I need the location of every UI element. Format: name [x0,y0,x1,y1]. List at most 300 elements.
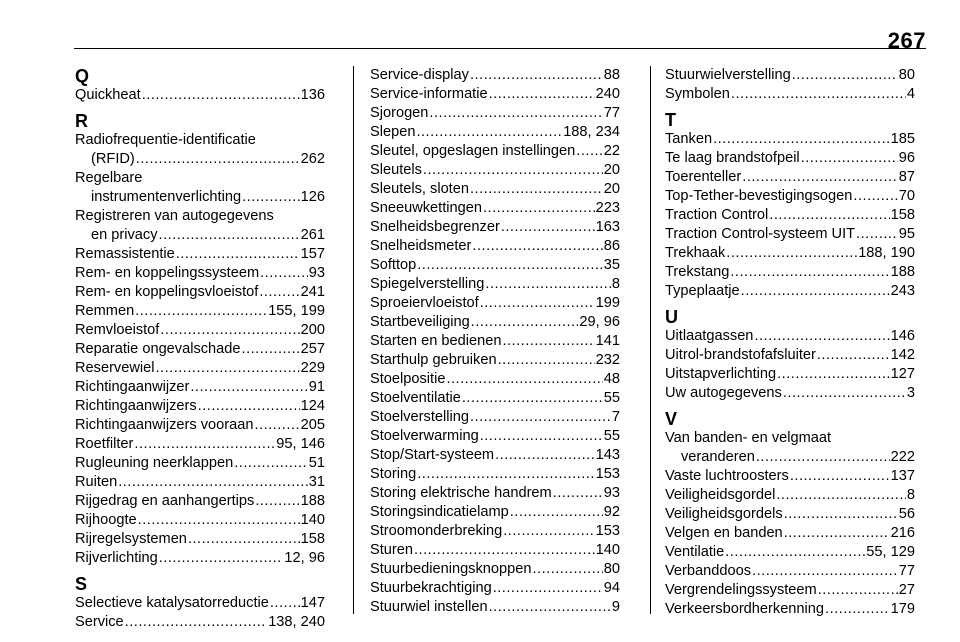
index-entry-term: Sleutel, opgeslagen instellingen [370,143,576,159]
dot-leader [776,486,906,505]
index-column-3 [665,66,915,619]
index-entry [75,549,325,568]
index-entry [665,282,915,301]
index-entry [370,370,620,389]
dot-leader [160,321,299,340]
index-entry-line [370,161,620,180]
index-entry [665,600,915,619]
index-entry [370,313,620,332]
index-entry-term: Van banden- en velgmaat [665,430,832,446]
index-entry-line [370,598,620,617]
index-entry-page: 55 [603,428,620,444]
index-letter-heading: T [665,110,676,130]
dot-leader [784,524,890,543]
index-entry-term: Reparatie ongevalschade [75,341,241,357]
index-entry-line [370,465,620,484]
index-entry-term: Service [75,614,124,630]
index-entry [665,346,915,365]
index-entry-term: Selectieve katalysatorreductie [75,595,269,611]
column-divider [353,66,354,614]
dot-leader [259,283,299,302]
dot-leader [470,408,611,427]
index-entry-term: Ventilatie [665,544,725,560]
index-entry-term: Rijverlichting [75,550,158,566]
index-entry-page: 179 [890,601,915,617]
index-entry [665,581,915,600]
index-entry [370,332,620,351]
index-entry-term: Rugleuning neerklappen [75,455,234,471]
index-entry-term: Regelbare [75,170,143,186]
dot-leader [446,370,602,389]
index-entry-line [665,562,915,581]
index-entry-page: 216 [890,525,915,541]
index-entry-term: Symbolen [665,86,730,102]
dot-leader [783,384,906,403]
index-entry-line [665,581,915,600]
index-entry [370,180,620,199]
index-entry [665,327,915,346]
index-entry-page: 56 [898,506,915,522]
index-entry-page: 4 [906,86,915,102]
index-entry-term: Reservewiel [75,360,155,376]
index-entry-line [665,282,915,301]
index-entry-subterm: en privacy [91,227,158,243]
index-entry-line [665,346,915,365]
index-entry-term: Richtingaanwijzer [75,379,190,395]
index-entry-page: 157 [300,246,325,262]
dot-leader [856,225,898,244]
index-entry [75,86,325,105]
dot-leader [801,149,898,168]
index-entry-line [665,244,915,263]
index-entry [370,446,620,465]
index-entry [75,454,325,473]
index-entry-term: Stuurwielverstelling [665,67,791,83]
index-entry-term: Service-informatie [370,86,488,102]
index-entry-line [665,187,915,206]
index-entry-line [75,416,325,435]
index-entry [370,142,620,161]
index-entry-term: Radiofrequentie-identificatie [75,132,256,148]
column-divider [650,66,651,614]
dot-leader [483,199,595,218]
dot-leader [784,505,898,524]
index-entry-term: Stoelverstelling [370,409,469,425]
index-entry-line [370,104,620,123]
index-entry [370,199,620,218]
index-entry-page: 205 [300,417,325,433]
index-entry-term: Vergrendelingssysteem [665,582,817,598]
index-entry-page: 29, 96 [579,314,620,330]
index-entry [665,263,915,282]
index-entry-line [370,370,620,389]
index-entry-line [370,427,620,446]
index-entry-term: Stoelverwarming [370,428,479,444]
dot-leader [138,511,300,530]
index-entry-term: Registreren van autogegevens [75,208,274,224]
index-entry-term: Top-Tether-bevestigingsogen [665,188,853,204]
dot-leader [472,237,602,256]
index-entry-term: Vaste luchtroosters [665,468,789,484]
dot-leader [498,351,595,370]
index-entry-line [75,594,325,613]
index-entry-line [370,313,620,332]
index-entry [75,594,325,613]
index-entry [75,473,325,492]
index-entry-page: 80 [603,561,620,577]
index-entry-page: 9 [611,599,620,615]
dot-leader [234,454,308,473]
index-entry-page: 93 [603,485,620,501]
index-entry-line [370,66,620,85]
index-entry-term: Uw autogegevens [665,385,782,401]
index-entry [370,66,620,85]
index-entry [75,613,325,632]
index-entry [370,465,620,484]
index-entry-term: Sturen [370,542,413,558]
dot-leader [155,359,299,378]
index-entry [370,484,620,503]
index-entry-term: Trekhaak [665,245,726,261]
dot-leader [495,446,595,465]
index-entry-line [75,86,325,105]
index-entry-line [665,365,915,384]
index-entry-page: 243 [890,283,915,299]
index-entry [75,169,325,207]
index-entry [370,161,620,180]
dot-leader [510,503,603,522]
index-entry [665,429,915,467]
index-entry-page: 124 [300,398,325,414]
index-entry-line [370,522,620,541]
index-entry-line [75,511,325,530]
index-entry-page: 241 [300,284,325,300]
index-entry [75,530,325,549]
index-entry [665,187,915,206]
index-entry-line [665,505,915,524]
index-entry-line [370,218,620,237]
index-entry-line [75,340,325,359]
index-entry [370,598,620,617]
index-entry-page: 155, 199 [268,303,325,319]
index-entry [75,511,325,530]
index-entry-term: Rijgedrag en aanhangertips [75,493,255,509]
dot-leader [553,484,603,503]
index-entry-term: Service-display [370,67,469,83]
index-entry-page: 185 [890,131,915,147]
index-entry-page: 77 [898,563,915,579]
dot-leader [741,282,890,301]
index-entry-term: Remassistentie [75,246,175,262]
index-entry-term: Roetfilter [75,436,134,452]
index-entry-term: Uitlaatgassen [665,328,754,344]
dot-leader [576,142,602,161]
index-entry-term: Softtop [370,257,417,273]
index-entry-line [665,149,915,168]
index-entry-page: 188 [300,493,325,509]
index-entry-line [75,321,325,340]
index-entry-term: Veiligheidsgordels [665,506,783,522]
index-entry-page: 20 [603,162,620,178]
index-entry-line [370,180,620,199]
dot-leader [270,594,300,613]
index-column-2 [370,66,620,617]
index-entry-term: Sleutels [370,162,422,178]
index-letter-heading: Q [75,66,90,86]
index-entry [370,123,620,142]
index-entry-page: 27 [898,582,915,598]
index-entry [370,218,620,237]
index-entry-line [370,579,620,598]
index-entry-page: 22 [603,143,620,159]
index-entry-term: Traction Control-systeem UIT [665,226,856,242]
index-entry-term: Startbeveiliging [370,314,470,330]
index-entry-term: Rijregelsystemen [75,531,187,547]
index-entry-page: 126 [300,189,325,205]
index-entry-page: 70 [898,188,915,204]
dot-leader [118,473,308,492]
index-entry [370,389,620,408]
index-entry-term: Starten en bedienen [370,333,502,349]
index-entry [665,85,915,104]
index-entry [665,543,915,562]
index-entry-page: 127 [890,366,915,382]
index-entry-page: 222 [890,449,915,465]
index-entry-term: Traction Control [665,207,769,223]
dot-leader [792,66,898,85]
index-entry-page: 142 [890,347,915,363]
index-entry [75,264,325,283]
index-entry-line [75,530,325,549]
index-entry [75,321,325,340]
index-entry-page: 136 [300,87,325,103]
header-rule [74,48,926,49]
index-entry-term: Rem- en koppelingssysteem [75,265,260,281]
index-entry-line [75,397,325,416]
dot-leader [480,427,603,446]
index-entry-line [75,302,325,321]
index-entry-term: Te laag brandstofpeil [665,150,800,166]
index-entry [75,397,325,416]
index-entry-page: 3 [906,385,915,401]
index-entry-line [75,492,325,511]
index-entry-page: 8 [906,487,915,503]
index-entry [75,283,325,302]
dot-leader [713,130,890,149]
index-entry-term: Stroomonderbreking [370,523,503,539]
dot-leader [242,340,300,359]
index-entry-page: 158 [890,207,915,223]
index-entry-line [75,613,325,632]
index-entry-term: Sleutels, sloten [370,181,469,197]
index-entry [75,302,325,321]
index-entry-page: 200 [300,322,325,338]
index-entry-page: 137 [890,468,915,484]
index-entry [370,256,620,275]
index-entry-page: 86 [603,238,620,254]
dot-leader [726,244,857,263]
index-entry-page: 80 [898,67,915,83]
index-entry [370,427,620,446]
dot-leader [777,365,890,384]
index-entry-page: 93 [308,265,325,281]
index-entry-line [665,327,915,346]
index-entry-term: Sneeuwkettingen [370,200,482,216]
index-entry-line [370,275,620,294]
index-entry-line [665,543,915,562]
index-entry-term: Uitrol-brandstofafsluiter [665,347,816,363]
index-entry-term: Ruiten [75,474,118,490]
index-entry-term: Veiligheidsgordel [665,487,776,503]
index-entry-line [75,435,325,454]
index-entry-line [75,226,325,245]
index-entry-term: Remvloeistof [75,322,160,338]
index-entry [75,378,325,397]
dot-leader [417,465,594,484]
index-entry [665,365,915,384]
index-entry [665,66,915,85]
index-entry [665,467,915,486]
dot-leader [159,226,300,245]
index-entry-line [370,332,620,351]
index-entry [370,579,620,598]
dot-leader [188,530,300,549]
index-entry-line [370,484,620,503]
index-entry-term: Stoelpositie [370,371,446,387]
index-entry [75,359,325,378]
dot-leader [742,168,898,187]
index-entry-page: 262 [300,151,325,167]
dot-leader [470,66,603,85]
dot-leader [254,416,299,435]
dot-leader [501,218,595,237]
index-entry-line [665,263,915,282]
index-entry-line [370,294,620,313]
index-entry-page: 163 [595,219,620,235]
index-entry-page: 35 [603,257,620,273]
index-entry-line [665,524,915,543]
index-entry [665,149,915,168]
index-entry-line [75,245,325,264]
index-entry-page: 240 [595,86,620,102]
dot-leader [790,467,890,486]
index-entry-term: Quickheat [75,87,141,103]
index-entry [370,503,620,522]
index-entry-term: Snelheidsmeter [370,238,472,254]
index-entry [665,206,915,225]
dot-leader [462,389,603,408]
dot-leader [125,613,268,632]
index-entry-term: Velgen en banden [665,525,783,541]
dot-leader [503,522,594,541]
index-entry-term: Verkeersbordherkenning [665,601,825,617]
index-entry [370,237,620,256]
index-entry-term: Storingsindicatielamp [370,504,509,520]
index-entry [665,225,915,244]
index-entry-line [370,408,620,427]
dot-leader [485,275,610,294]
index-letter-heading: R [75,111,88,131]
index-entry-term: Stuurbekrachtiging [370,580,492,596]
dot-leader [853,187,897,206]
index-entry [665,168,915,187]
index-entry-page: 141 [595,333,620,349]
index-entry-line [665,486,915,505]
index-entry-line [75,188,325,207]
index-entry-line [665,66,915,85]
index-entry-page: 48 [603,371,620,387]
index-entry-line [665,168,915,187]
dot-leader [136,150,300,169]
index-entry [75,207,325,245]
index-entry-page: 92 [603,504,620,520]
index-entry-page: 91 [308,379,325,395]
index-entry-page: 77 [603,105,620,121]
index-entry-line [370,351,620,370]
index-entry-line [665,600,915,619]
index-entry-page: 31 [308,474,325,490]
index-letter-heading: U [665,307,678,327]
index-entry-line [665,225,915,244]
index-entry-line [665,85,915,104]
dot-leader [752,562,898,581]
index-entry [665,244,915,263]
dot-leader [725,543,865,562]
index-entry-term: Verbanddoos [665,563,752,579]
dot-leader [489,598,611,617]
index-entry [370,541,620,560]
index-entry [75,131,325,169]
index-entry-page: 8 [611,276,620,292]
dot-leader [135,302,267,321]
dot-leader [255,492,299,511]
index-column-1 [75,66,325,632]
index-entry-line [665,384,915,403]
dot-leader [416,123,562,142]
index-entry-line [665,206,915,225]
index-entry-page: 188, 234 [563,124,620,140]
index-entry-term: Snelheidsbegrenzer [370,219,500,235]
index-entry-line [75,378,325,397]
page-number: 267 [887,28,926,53]
index-entry [75,245,325,264]
index-entry-line [665,130,915,149]
index-entry-line [75,473,325,492]
index-entry [370,275,620,294]
index-entry-term: Sjorogen [370,105,429,121]
index-entry-page: 12, 96 [284,550,325,566]
index-entry-page: 55, 129 [866,544,915,560]
index-entry [370,104,620,123]
index-entry [665,384,915,403]
dot-leader [754,327,889,346]
index-entry-page: 158 [300,531,325,547]
index-entry-term: Spiegelverstelling [370,276,485,292]
index-entry-page: 95 [898,226,915,242]
index-entry-subterm: instrumentenverlichting [91,189,242,205]
dot-leader [493,579,603,598]
index-entry [75,340,325,359]
index-entry-term: Stoelventilatie [370,390,461,406]
dot-leader [502,332,594,351]
index-entry-page: 88 [603,67,620,83]
index-entry-line [370,85,620,104]
index-entry-line [75,150,325,169]
dot-leader [414,541,595,560]
dot-leader [142,86,300,105]
index-entry-line [370,199,620,218]
index-entry [370,408,620,427]
